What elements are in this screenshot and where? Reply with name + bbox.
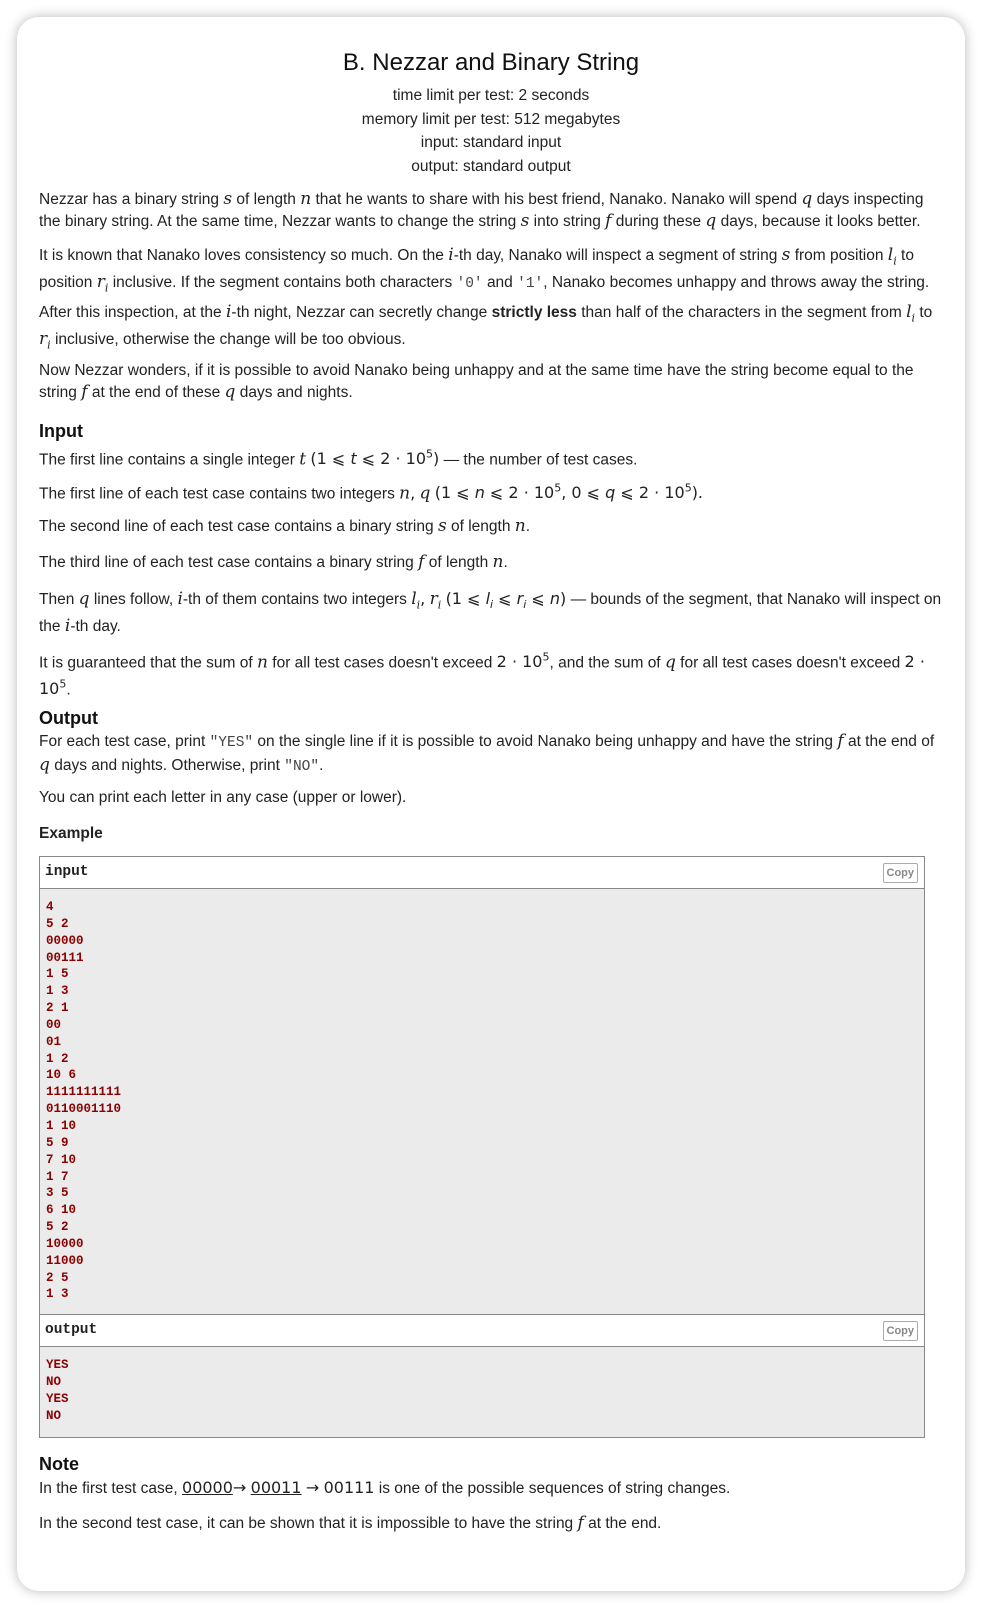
example-output-label: output	[45, 1322, 98, 1338]
input-line-4: The third line of each test case contains a binary string f of length n.	[39, 552, 508, 572]
problem-content	[39, 17, 943, 1533]
output-heading: Output	[39, 708, 98, 728]
example-input-line: 00111	[46, 950, 84, 965]
example-heading: Example	[39, 825, 103, 842]
problem-card	[17, 17, 965, 1591]
copy-output-button[interactable]: Copy	[883, 1321, 919, 1341]
statement-paragraph-2: It is known that Nanako loves consistency so much. On the i-th day, Nanako will inspect a segment of string s from position $l_i$ to position $r_i$ inclusive. If the segment contains both characters '0' and '1', Nanako becomes unhappy and throws away the string.	[39, 245, 930, 295]
example-input-header	[40, 857, 924, 889]
example-output-text	[40, 1347, 924, 1432]
example-input-line: 00000	[46, 933, 84, 948]
copy-input-button[interactable]: Copy	[883, 863, 919, 883]
statement-paragraph-3: After this inspection, at the i-th night, Nezzar can secretly change strictly less than half of the characters in the segment from $l_i$ to $r_i$ inclusive, otherwise the change will be too obvious.	[39, 302, 933, 352]
example-input-line: 6 10	[46, 1203, 77, 1218]
input-line-6: It is guaranteed that the sum of n for all test cases doesn't exceed $2 \cdot 10^5$, and the sum of q for all test cases doesn't exceed $2 \cdot 10^5$.	[39, 651, 925, 699]
example-input-line: 1 10	[46, 1118, 77, 1133]
problem-limits	[39, 84, 943, 178]
example-input-line: 1 5	[46, 967, 69, 982]
input-section	[39, 421, 943, 471]
note-section	[39, 1454, 943, 1500]
input-line-5: Then q lines follow, i-th of them contains two integers $l_i$, $r_i$ (1 ⩽ $l_i$ ⩽ $r_i$ ⩽ n) — bounds of the segment, that Nanako will inspect on the i-th day.	[39, 589, 942, 636]
example-input-text	[40, 889, 924, 1311]
example-input-box	[39, 856, 925, 1316]
example-input-line: 5 9	[46, 1135, 69, 1150]
example-input-line: 1 3	[46, 1287, 69, 1302]
input-line-3: The second line of each test case contains a binary string s of length n.	[39, 516, 531, 536]
example-input-line: 5 2	[46, 1220, 69, 1235]
problem-title: B. Nezzar and Binary String	[342, 49, 640, 76]
example-input-line: 0110001110	[46, 1102, 122, 1117]
example-input-line: 1 2	[46, 1051, 69, 1066]
time-limit: time limit per test: 2 seconds	[392, 87, 590, 104]
example-input-line: 11000	[46, 1253, 84, 1268]
example-output-header	[40, 1315, 924, 1347]
example-input-line: 00	[46, 1017, 62, 1032]
input-spec: input: standard input	[420, 134, 562, 151]
memory-limit: memory limit per test: 512 megabytes	[361, 110, 621, 128]
statement-paragraph-4: Now Nezzar wonders, if it is possible to avoid Nanako being unhappy and at the same time have the string become equal to the string f at the end of these q days and nights.	[39, 362, 914, 402]
example-input-line: 1 7	[46, 1169, 69, 1184]
example-input-line: 2 5	[46, 1270, 69, 1285]
example-output-line: YES	[46, 1391, 69, 1406]
input-heading: Input	[39, 421, 83, 441]
example-input-line: 01	[46, 1034, 62, 1049]
example-output-box	[39, 1314, 925, 1438]
output-line-2: You can print each letter in any case (upper or lower).	[39, 789, 407, 806]
example-input-line: 1 3	[46, 984, 69, 999]
example-input-label: input	[45, 864, 89, 880]
statement-paragraph-1: Nezzar has a binary string s of length n that he wants to share with his best friend, Nanako. Nanako will spend q days inspecting the binary string. At the same time, Nezzar wants to change the string s into string f during these q days, because it looks better.	[39, 189, 924, 231]
example-input-line: 10 6	[46, 1068, 77, 1083]
output-section	[39, 708, 943, 778]
example-input-line: 3 5	[46, 1186, 69, 1201]
example-output-line: NO	[46, 1408, 62, 1423]
example-input-line: 10000	[46, 1236, 84, 1251]
example-input-line: 4	[46, 900, 54, 914]
example-input-line: 1111111111	[46, 1085, 122, 1100]
output-line-1: For each test case, print "YES" on the single line if it is possible to avoid Nanako being unhappy and have the string f at the end of q days and nights. Otherwise, print "NO".	[39, 731, 935, 775]
note-line-1: In the first test case, 00000→ 00011 → 00111 is one of the possible sequences of string changes.	[39, 1478, 731, 1497]
example-output-line: YES	[46, 1358, 69, 1372]
input-line-2: The first line of each test case contains two integers n, q (1 ⩽ n ⩽ $2 \cdot 10^5$, 0 ⩽ q ⩽ $2 \cdot 10^5$).	[39, 482, 704, 504]
note-heading: Note	[39, 1454, 79, 1474]
example-output-line: NO	[46, 1374, 62, 1389]
example-input-line: 2 1	[46, 1001, 69, 1016]
output-spec: output: standard output	[411, 157, 571, 175]
note-line-2: In the second test case, it can be shown that it is impossible to have the string f at the end.	[39, 1513, 662, 1533]
example-input-line: 7 10	[46, 1152, 77, 1167]
example-input-line: 5 2	[46, 916, 69, 931]
input-line-1: The first line contains a single integer t (1 ⩽ t ⩽ $2 \cdot 10^5$) — the number of test cases.	[39, 448, 638, 470]
